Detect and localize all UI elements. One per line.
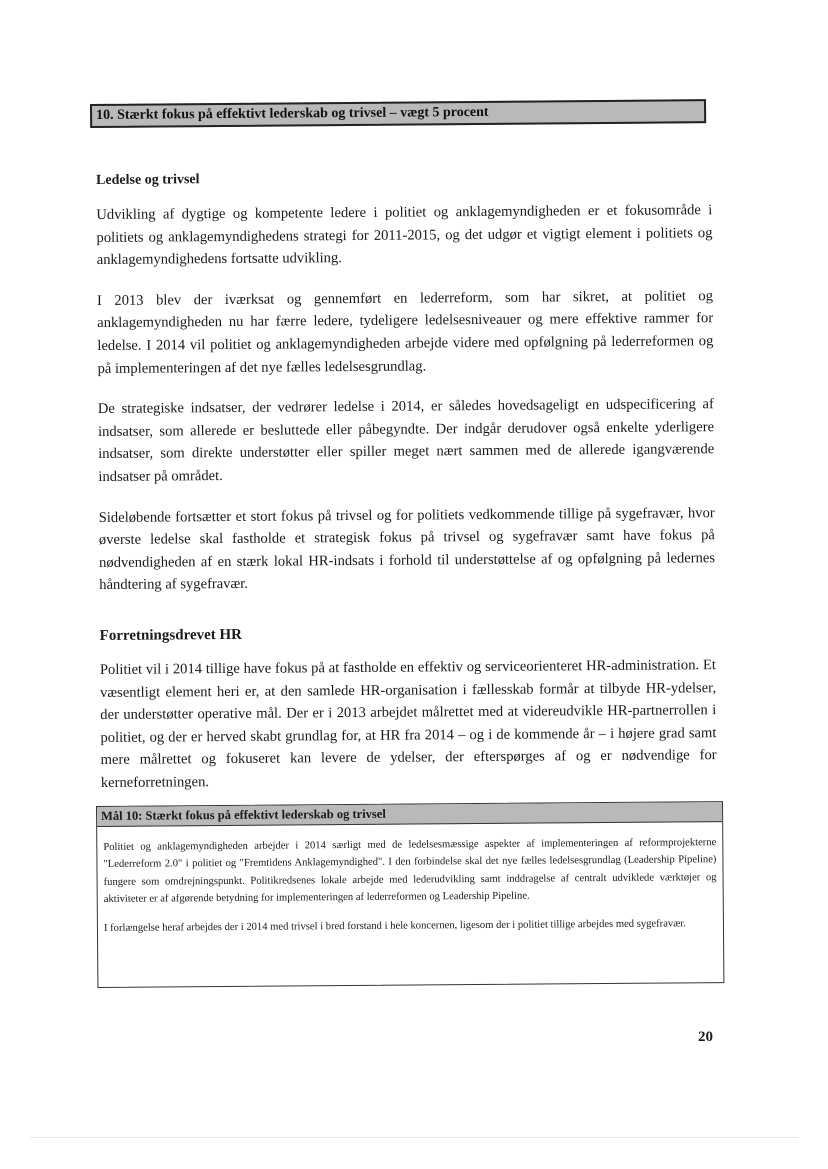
goal-paragraph: Politiet og anklagemyndigheden arbejder i 2014 særligt med de ledelsesmæssige aspekter af implementeringen af reformprojekterne "Lederreform 2.0" i politiet og "Fremtidens Anklagemyndighed". I den forbindelse skal det nye fælles ledelsesgrundlag (Leadership Pipeline) fungere som omdrejningspunkt. Politikredsenes lokale arbejde med lederudvikling samt inddragelse af centralt udviklede værktøjer og aktiviteter er af afgørende betydning for implementeringen af lederreformen og Leadership Pipeline. <box>103 837 717 906</box>
goal-title: Mål 10: Stærkt fokus på effektivt lederskab og trivsel <box>97 802 722 827</box>
leadership-paragraph: I 2013 blev der iværksat og gennemført en lederreform, som har sikret, at politiet og anklagemyndigheden nu har færre ledere, tydeligere ledelsesniveauer og mere effektive rammer for ledelse. I 2014 vil politiet og anklagemyndigheden arbejde videre med opfølgning på lederreformen og på implementeringen af det nye fælles ledelsesgrundlag. <box>96 287 714 377</box>
leadership-paragraph: Udvikling af dygtige og kompetente ledere i politiet og anklagemyndigheden er et fokusområde i politiets og anklagemyndighedens strategi for 2011-2015, og det udgør et vigtigt element i politiets og anklagemyndighedens fortsatte udvikling. <box>96 202 713 269</box>
section-title: 10. Stærkt fokus på effektivt lederskab og trivsel – vægt 5 procent <box>96 104 489 123</box>
hr-heading: Forretningsdrevet HR <box>99 626 243 644</box>
goal-paragraph: I forlængelse heraf arbejdes der i 2014 med trivsel i bred forstand i hele koncernen, ligesom der i politiet tillige arbejdes med sygefravær. <box>103 917 686 934</box>
hr-paragraph: Politiet vil i 2014 tillige have fokus på at fastholde en effektiv og serviceorienteret HR-administration. Et væsentligt element heri er, at den samlede HR-organisation i fællesskab formår at tilbyde HR-ydelser, der understøtter operative mål. Der er i 2013 arbejdet målrettet med at videreudvikle HR-partnerrollen i politiet, og der er herved skabt grundlag for, at HR fra 2014 – og i de kommende år – i højere grad samt mere målrettet og fokuseret kan levere de ydelser, der efterspørges af og er nødvendige for kerneforretningen. <box>99 657 717 791</box>
goal-body <box>97 822 723 937</box>
bottom-divider <box>30 1137 798 1138</box>
section-header <box>90 99 706 128</box>
goal-box <box>96 801 724 988</box>
leadership-paragraph: Sideløbende fortsætter et stort fokus på trivsel og for politiets vedkommende tillige på sygefravær, hvor øverste ledelse skal fastholde et strategisk fokus på trivsel og sygefravær samt have fokus på nødvendigheden af en stærk lokal HR-indsats i forhold til understøttelse af og opfølgning på ledernes håndtering af sygefravær. <box>98 504 716 594</box>
main-content <box>96 167 717 812</box>
leadership-paragraph: De strategiske indsatser, der vedrører ledelse i 2014, er således hovedsageligt en udspecificering af indsatser, som allerede er besluttede eller påbegyndte. Der indgår derudover også enkelte yderligere indsatser, som direkte understøtter eller spiller meget nært sammen med de allerede igangværende indsatser på området. <box>97 396 715 485</box>
page-number: 20 <box>698 1029 713 1045</box>
leadership-heading: Ledelse og trivsel <box>96 172 200 188</box>
